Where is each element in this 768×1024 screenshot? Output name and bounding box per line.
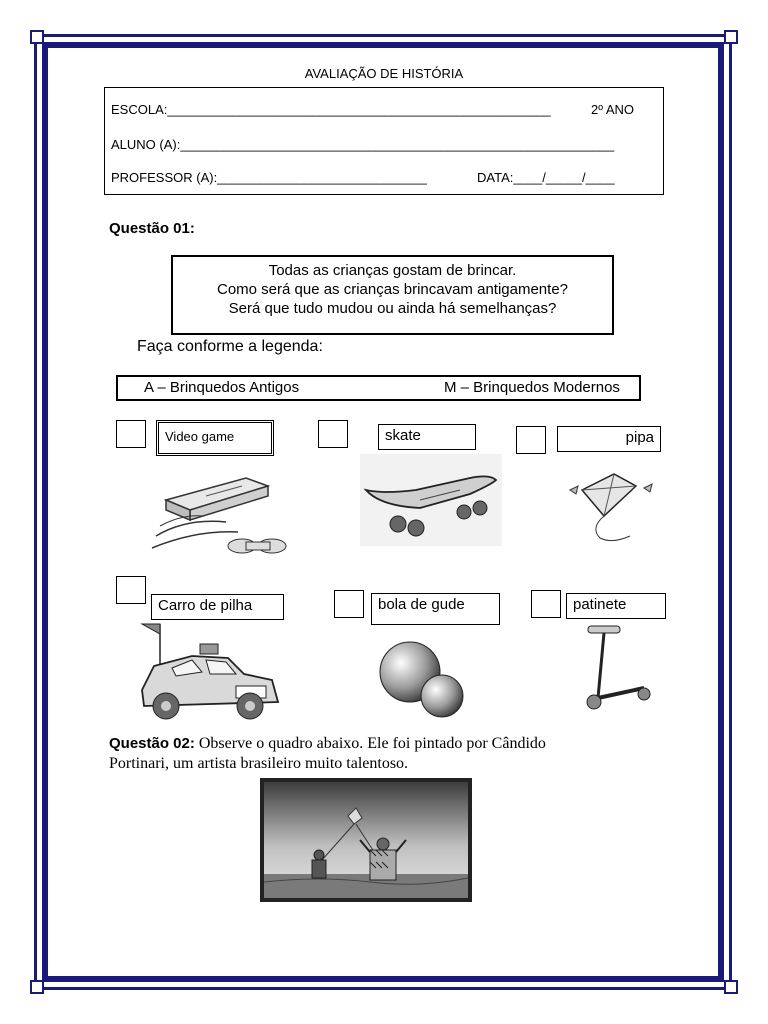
- question-1-label: Questão 01:: [109, 220, 195, 237]
- corner-ornament: [30, 30, 44, 44]
- answer-checkbox[interactable]: [516, 426, 546, 454]
- question-2-label: Questão 02:: [109, 735, 195, 752]
- item-label-skate: skate: [378, 424, 476, 450]
- question-2-line1: Observe o quadro abaixo. Ele foi pintado por Cândido: [198, 735, 546, 752]
- escola-field[interactable]: ESCOLA:_____________________________________________________: [111, 102, 551, 117]
- intro-line: Como será que as crianças brincavam antigamente?: [216, 281, 568, 298]
- video-game-illustration: [146, 466, 296, 562]
- answer-checkbox[interactable]: [116, 420, 146, 448]
- item-label-carro-de-pilha: Carro de pilha: [151, 594, 284, 620]
- answer-checkbox[interactable]: [318, 420, 348, 448]
- kite-illustration: [560, 466, 656, 548]
- legend-antigos: A – Brinquedos Antigos: [144, 379, 300, 396]
- ano-label: 2º ANO: [591, 102, 635, 117]
- item-label-pipa: pipa: [557, 426, 661, 452]
- legend-modernos: M – Brinquedos Modernos: [444, 379, 620, 396]
- intro-box: [171, 255, 614, 335]
- answer-checkbox[interactable]: [531, 590, 561, 618]
- corner-ornament: [724, 980, 738, 994]
- item-label-video-game: Video game: [156, 420, 274, 456]
- question-2-text: [109, 734, 665, 774]
- question-2-line: [109, 734, 665, 754]
- professor-field[interactable]: PROFESSOR (A):_____________________________: [111, 170, 427, 185]
- legend-box: [116, 375, 641, 401]
- answer-checkbox[interactable]: [116, 576, 146, 604]
- student-info-box: [104, 87, 664, 195]
- corner-ornament: [30, 980, 44, 994]
- intro-line: Todas as crianças gostam de brincar.: [268, 262, 517, 279]
- item-label-bola-de-gude: bola de gude: [371, 593, 500, 625]
- answer-checkbox[interactable]: [334, 590, 364, 618]
- data-field[interactable]: DATA:____/_____/____: [477, 170, 615, 185]
- intro-line: Será que tudo mudou ou ainda há semelhanças?: [228, 300, 557, 317]
- page-title: AVALIAÇÃO DE HISTÓRIA: [304, 66, 464, 81]
- scooter-illustration: [578, 624, 654, 716]
- marbles-illustration: [376, 634, 468, 720]
- portinari-painting: [260, 778, 472, 902]
- aluno-field[interactable]: ALUNO (A):____________________________________________________________: [111, 137, 615, 152]
- item-label-patinete: patinete: [566, 593, 666, 619]
- question-2-line2: Portinari, um artista brasileiro muito talentoso.: [109, 755, 409, 772]
- corner-ornament: [724, 30, 738, 44]
- toy-car-illustration: [132, 620, 284, 722]
- instruction-text: Faça conforme a legenda:: [137, 338, 323, 355]
- skate-illustration: [360, 454, 502, 546]
